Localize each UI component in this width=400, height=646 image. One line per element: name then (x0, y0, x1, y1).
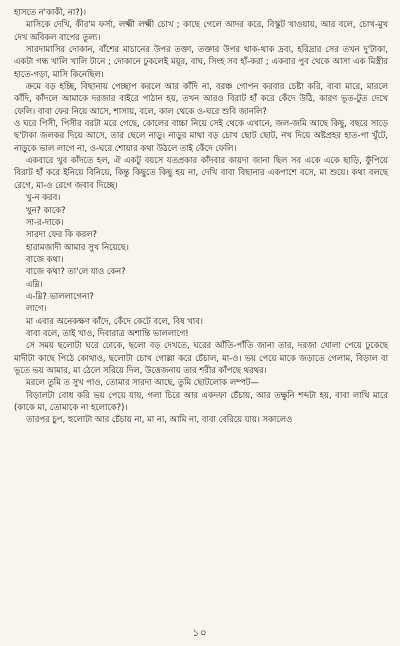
dialogue-line: মা এবার অনেকক্ষণ কাঁদে, কেঁদে কেটে বলে, বিষ খাব। (26, 315, 203, 326)
paragraph: সে সময় ছলোটা ঘরে ঢোকে, ছলো বড় দেখতে, ঘরের আঁতি-পাঁতি জানা তার, দরজা খোলা পেয়ে ঢুকেছে মাদীটা কাছে পিঠে কোথাও, ছলোটা চোখ গোল্লা করে চেঁচাল, মা-ও। ভয় পেয়ে মাকে জড়াতে গেলাম, বিড়াল বা ভূতে ভয় আমার, মা ঠেলে সরিয়ে দিল, উত্তেজনায় তার শরীর কাঁপছে থরথর। (14, 340, 388, 375)
dialogue-line: বাজে কথা। (26, 253, 64, 264)
dialogue-line: লাগে। (26, 303, 47, 314)
dialogue-line: সা-র-দাকে। (26, 216, 64, 227)
dialogue-line: হারামজাদী আমার সুখ নিয়েছে। (26, 241, 129, 252)
dialogue-line: সারদা ফের কি করল? (26, 229, 97, 240)
paragraph: মরলে তুমি ত সুখ পাও, তোমার সারদা আছে, তুমি ছোটলোক লম্পট— (26, 377, 259, 388)
paragraph: হাসতে ন'কাকী, না?)। (14, 7, 86, 17)
dialogue-line: খুন? কাকে? (26, 204, 66, 215)
page-number: ১০ (192, 628, 208, 639)
dialogue-line: এ-ম্নি? ভাললাগেনা? (26, 290, 94, 301)
dialogue-line: এম্নি। (26, 278, 43, 289)
dialogue-line: বাজে কথা? তা'লে যাও কেন? (26, 266, 126, 277)
paragraph: ক্রমে বড় হচ্ছি, বিছানায় পেচ্ছাপ করলে আর কাঁদি না, বরঞ্চ গোপন করবার চেষ্টা করি, বাবা মারে, মারলে কাঁদি, কাঁদলে আমাকে দরজার বাইরে পাঠান হয়, তখন আরও বিরাট হাঁ করে কেঁদে উঠি, কারণ ভূত-টুত দেখে ফেলি। বাবা ফের নিয়ে আসে, শাসায়, বলে, কাল থেকে ও-ঘরে শুবি জানলি? (14, 81, 388, 116)
paragraph: ও ঘরে পিসী, পিসীর বরটা মরে গেছে, কোলের বাচ্চা নিয়ে সেই থেকে এখানে, জল-জমি আছে কিছু, বছরে সাড়ে ছ'টাকা জলকর দিয়ে আসে, তার ছেলে নাড়ু। নাড়ুর মাথা বড় চোখ ছোট ছোট, নখ দিয়ে অষ্টপ্রহর হাত-পা খুঁটে, নাড়ুকে ভাল লাগে না, ও-ঘরে শোয়ার কথা উঠলে তাই কেঁদে ফেলি। (14, 118, 388, 153)
dialogue-line: খু-ন করব। (26, 192, 61, 203)
paragraph: বিড়ালটা বোধ করি ভয় পেয়ে যায়, গলা চিরে আর একদফা চেঁচায়, আর তক্ষুনি শব্দটা হয়, বাবা লাথি মারে (কাকে মা, তোমাকে না হলোকে?)। (14, 389, 388, 412)
paragraph: একবারে খুব কাঁদতে হল, ঐ একটু বয়সে যতপ্রকার কাঁদবার কায়দা জানা ছিল সব একে একে ছাড়ি, ফুঁপিয়ে বিরাট হাঁ করে ইনিয়ে বিনিয়ে, কিন্তু কিছুতে কিছু হয় না, দেখি বাবা বিছানার একপাশে বসে, মা শুয়ে। কথা বলছে রেগে, মা-ও রেগে জবাব দিচ্ছে। (14, 155, 388, 190)
paragraph: মাসিকে দেখি, কীর'ম ফর্সা, লক্ষ্মী লক্ষ্মী চোখ ; কাছে গেলে আদর করে, বিস্কুট খাওয়ায়, আর বলে, চোখ-মুখ দেখ অবিকল বাপের তুল্য। (14, 19, 388, 42)
body-text (14, 6, 388, 426)
paragraph: তারপর চুপ, হুলোটা আর চেঁচায় না, মা না, আমি না, বাবা বেরিয়ে যায়। সকালেও (26, 414, 293, 425)
dialogue-line: বাবা বলে, তাই খাও, দিবারাত্র অশান্তি ভাললাগে! (26, 327, 189, 338)
paragraph: সারদামাসির দোকান, বাঁশের মাচানের উপর তক্তা, তক্তার উপর থাক-থাক দ্রব্য, হরিদ্রার সের তখন দু'টাকা, একটা গন্ধ খালি খালি টানে ; দোকানে ঢুকলেই ময়ূর, বাঘ, সিংহ সব হাঁ-করা ; একবার পুব থেকে আসা এক মিস্ত্রীর হাতে-গড়া, মাসি কিনেছিল। (14, 44, 388, 79)
